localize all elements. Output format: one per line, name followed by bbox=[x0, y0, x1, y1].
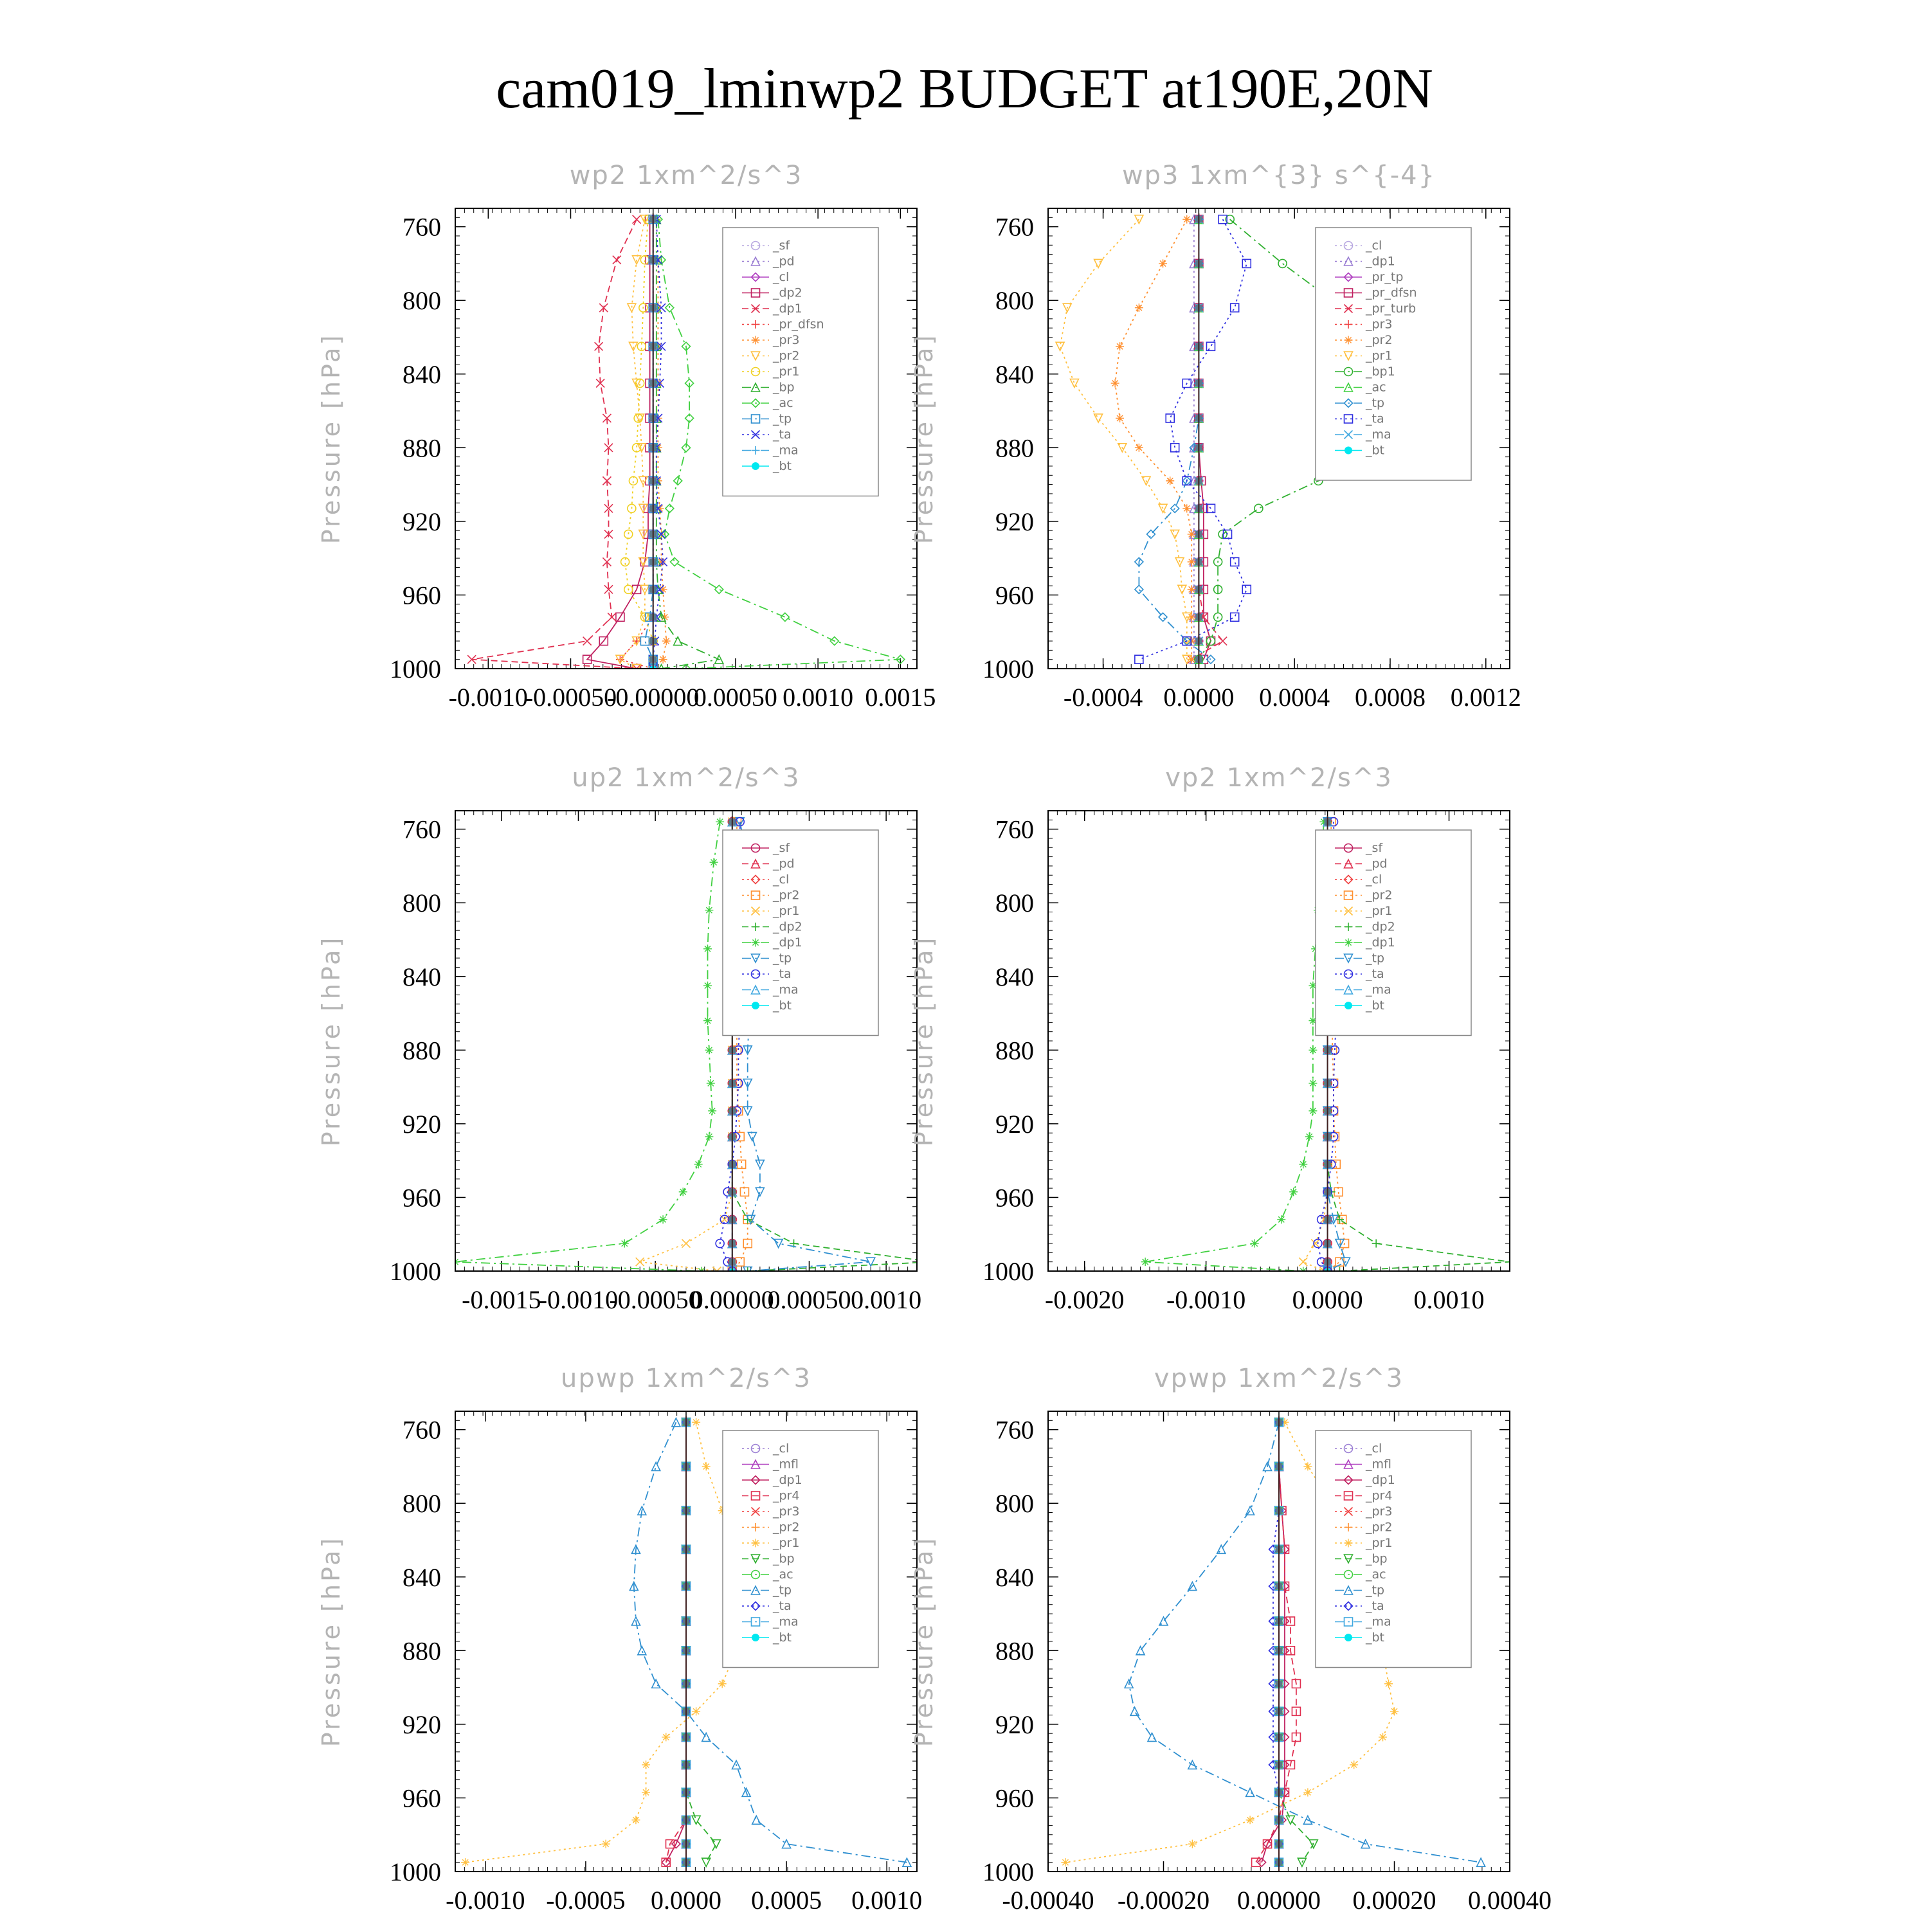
legend-label: _cl bbox=[773, 1441, 790, 1456]
y-tick-label: 800 bbox=[403, 889, 441, 918]
y-tick-label: 880 bbox=[403, 1036, 441, 1065]
series-point bbox=[703, 944, 712, 953]
series-point bbox=[638, 1647, 646, 1655]
legend-box bbox=[723, 228, 878, 496]
legend-label: _dp1 bbox=[1366, 1473, 1395, 1487]
y-tick-label: 840 bbox=[403, 359, 441, 389]
y-tick-label: 960 bbox=[403, 581, 441, 610]
legend-label: _ta bbox=[773, 967, 792, 981]
series-point bbox=[631, 1816, 640, 1824]
legend-label: _ma bbox=[1366, 982, 1391, 997]
legend-marker bbox=[1345, 1002, 1352, 1009]
x-tick-label: 0.0008 bbox=[1354, 683, 1426, 712]
y-tick-label: 840 bbox=[995, 359, 1034, 389]
series-point bbox=[1166, 476, 1174, 485]
y-axis-label: Pressure [hPa] bbox=[317, 332, 345, 545]
y-tick-label: 920 bbox=[995, 1710, 1034, 1739]
series-point bbox=[1305, 1132, 1314, 1141]
series-point bbox=[1231, 557, 1239, 566]
legend-label: _bt bbox=[773, 1630, 792, 1645]
series-point bbox=[674, 637, 682, 646]
series-point bbox=[1231, 613, 1239, 621]
series-point bbox=[1182, 504, 1191, 512]
legend-label: _bp bbox=[773, 380, 795, 395]
legend-label: _dp1 bbox=[773, 935, 802, 950]
series-point bbox=[707, 1079, 715, 1087]
x-tick-label: 0.0000 bbox=[1292, 1285, 1363, 1314]
y-tick-label: 760 bbox=[403, 1415, 441, 1445]
series-point bbox=[1135, 303, 1143, 312]
legend-label: _ta bbox=[1366, 411, 1384, 426]
y-axis-label: Pressure [hPa] bbox=[910, 332, 938, 545]
y-tick-label: 800 bbox=[403, 286, 441, 316]
series-point bbox=[1242, 585, 1251, 593]
series-point bbox=[1390, 1707, 1399, 1715]
x-tick-label: 0.0012 bbox=[1450, 683, 1521, 712]
legend-label: _ac bbox=[1366, 1567, 1386, 1582]
series-point bbox=[662, 637, 671, 646]
legend-marker bbox=[752, 1634, 759, 1641]
series-point bbox=[705, 906, 713, 914]
legend-label: _pr4 bbox=[1366, 1488, 1393, 1503]
legend-label: _mfl bbox=[1366, 1457, 1391, 1472]
legend-label: _ac bbox=[1366, 380, 1386, 395]
series-point bbox=[1303, 1462, 1312, 1470]
legend-label: _pd bbox=[773, 856, 795, 871]
x-tick-label: 0.00040 bbox=[1468, 1886, 1552, 1915]
x-tick-label: -0.00050 bbox=[524, 683, 617, 712]
panel-title: upwp 1xm^2/s^3 bbox=[561, 1364, 811, 1393]
legend-label: _pr2 bbox=[1366, 1520, 1393, 1535]
series-point bbox=[1141, 1258, 1150, 1266]
legend bbox=[723, 1431, 878, 1668]
legend-label: _ma bbox=[773, 443, 799, 458]
legend-label: _tp bbox=[773, 951, 792, 966]
x-tick-label: 0.00000 bbox=[1237, 1886, 1321, 1915]
legend-label: _sf bbox=[1366, 841, 1383, 855]
legend-label: _pr1 bbox=[773, 904, 800, 918]
legend-label: _dp2 bbox=[773, 919, 802, 934]
x-tick-label: 0.00050 bbox=[693, 683, 777, 712]
series-point bbox=[1206, 342, 1215, 350]
series-point bbox=[1135, 444, 1143, 452]
y-axis-label: Pressure [hPa] bbox=[317, 935, 345, 1147]
series-point bbox=[1070, 379, 1078, 388]
legend-label: _ac bbox=[773, 1567, 793, 1582]
y-tick-label: 960 bbox=[403, 1183, 441, 1213]
legend-label: _dp1 bbox=[1366, 935, 1395, 950]
legend-label: _pd bbox=[1366, 856, 1388, 871]
y-tick-label: 920 bbox=[403, 1109, 441, 1139]
y-tick-label: 960 bbox=[995, 581, 1034, 610]
legend-box bbox=[1316, 1431, 1471, 1668]
legend-marker bbox=[1345, 939, 1353, 947]
x-tick-label: -0.00040 bbox=[1002, 1886, 1094, 1915]
legend-marker bbox=[752, 462, 759, 470]
series-point bbox=[1299, 1160, 1307, 1168]
series-point bbox=[672, 1418, 680, 1427]
x-tick-label: -0.0020 bbox=[1045, 1285, 1125, 1314]
y-tick-label: 920 bbox=[995, 1109, 1034, 1139]
series-point bbox=[613, 256, 621, 264]
x-tick-label: -0.0010 bbox=[538, 1285, 619, 1314]
y-tick-label: 840 bbox=[403, 962, 441, 991]
legend-label: _ma bbox=[773, 982, 799, 997]
legend-label: _dp2 bbox=[773, 285, 802, 300]
series-point bbox=[1384, 1679, 1393, 1688]
series-point bbox=[756, 1160, 764, 1168]
series-point bbox=[1309, 1106, 1317, 1115]
y-tick-label: 880 bbox=[995, 1036, 1034, 1065]
panel-title: wp3 1xm^{3} s^{-4} bbox=[1121, 161, 1436, 190]
series-point bbox=[642, 1788, 650, 1796]
series-point bbox=[652, 1679, 660, 1688]
series-point bbox=[640, 637, 649, 646]
series-point bbox=[710, 858, 718, 867]
legend-label: _pr1 bbox=[1366, 348, 1393, 363]
series-point bbox=[1135, 655, 1143, 664]
legend-label: _ta bbox=[773, 428, 792, 442]
legend-label: _cl bbox=[1366, 239, 1382, 253]
series-point bbox=[1094, 414, 1103, 422]
series-point bbox=[659, 1215, 667, 1223]
series-point bbox=[1218, 637, 1227, 646]
y-tick-label: 840 bbox=[995, 1562, 1034, 1592]
x-tick-label: 0.0010 bbox=[851, 1886, 923, 1915]
x-tick-label: 0.00020 bbox=[1352, 1886, 1436, 1915]
series-point bbox=[1309, 1079, 1317, 1087]
legend-label: _pr_turb bbox=[1366, 302, 1417, 316]
series-point bbox=[1061, 1858, 1069, 1866]
series-point bbox=[928, 1258, 936, 1266]
legend-label: _pr2 bbox=[1366, 888, 1393, 903]
x-tick-label: -0.0004 bbox=[1063, 683, 1143, 712]
legend bbox=[1316, 228, 1471, 480]
legend-marker bbox=[752, 336, 760, 345]
series-line-pr1 bbox=[466, 1422, 743, 1863]
legend-label: _sf bbox=[773, 239, 790, 253]
series-point bbox=[1278, 259, 1287, 267]
legend-label: _pr2 bbox=[1366, 333, 1393, 347]
series-point bbox=[1252, 1858, 1260, 1866]
series-point bbox=[1477, 1858, 1485, 1866]
panel-title: vp2 1xm^2/s^3 bbox=[1165, 763, 1393, 793]
y-tick-label: 800 bbox=[995, 1489, 1034, 1519]
y-tick-label: 800 bbox=[995, 889, 1034, 918]
series-line-pr1 bbox=[640, 822, 732, 1271]
series-point bbox=[781, 613, 789, 621]
series-point bbox=[1254, 504, 1263, 512]
series-point bbox=[1171, 530, 1179, 538]
legend-label: _ma bbox=[1366, 428, 1391, 442]
series-point bbox=[1277, 1215, 1285, 1223]
series-point bbox=[1188, 585, 1196, 593]
series-point bbox=[708, 1106, 716, 1115]
y-tick-label: 880 bbox=[995, 1636, 1034, 1666]
legend-label: _bp bbox=[773, 1551, 795, 1566]
legend-label: _ma bbox=[1366, 1614, 1391, 1629]
legend-label: _pr3 bbox=[773, 333, 800, 347]
legend-label: _mfl bbox=[773, 1457, 799, 1472]
x-tick-label: 0.0010 bbox=[783, 683, 854, 712]
y-tick-label: 920 bbox=[403, 507, 441, 536]
x-tick-label: 0.00050 bbox=[767, 1285, 851, 1314]
series-point bbox=[1242, 259, 1251, 267]
series-line-pr2 bbox=[1115, 219, 1191, 659]
y-tick-label: 920 bbox=[995, 507, 1034, 536]
x-tick-label: 0.00000 bbox=[690, 1285, 774, 1314]
y-tick-label: 1000 bbox=[390, 655, 441, 683]
series-point bbox=[1246, 1506, 1254, 1515]
legend-label: _pr1 bbox=[773, 1536, 800, 1550]
legend-marker bbox=[1345, 1539, 1353, 1548]
series-point bbox=[642, 1760, 650, 1769]
y-tick-label: 760 bbox=[403, 212, 441, 242]
series-point bbox=[682, 1240, 691, 1248]
y-axis-label: Pressure [hPa] bbox=[317, 1535, 345, 1747]
series-line-dp1 bbox=[455, 822, 720, 1271]
legend-label: _tp bbox=[773, 411, 792, 426]
panel-wp2 bbox=[317, 161, 936, 712]
y-tick-label: 1000 bbox=[390, 1257, 441, 1286]
legend-marker bbox=[752, 1002, 759, 1009]
series-point bbox=[633, 215, 641, 224]
legend-label: _dp1 bbox=[773, 1473, 802, 1487]
y-tick-label: 960 bbox=[403, 1783, 441, 1813]
legend-marker bbox=[1345, 336, 1353, 345]
y-tick-label: 880 bbox=[403, 433, 441, 463]
series-point bbox=[1188, 530, 1196, 538]
series-point bbox=[1135, 585, 1143, 593]
legend-label: _ta bbox=[1366, 1599, 1384, 1613]
x-tick-label: 0.0005 bbox=[751, 1886, 822, 1915]
x-tick-label: -0.0010 bbox=[446, 1886, 525, 1915]
legend-label: _cl bbox=[773, 872, 790, 887]
legend-label: _dp2 bbox=[1366, 919, 1395, 934]
series-point bbox=[1188, 1840, 1197, 1848]
series-line-dp1 bbox=[1145, 822, 1324, 1271]
x-tick-label: -0.0010 bbox=[1166, 1285, 1246, 1314]
legend-label: _pr2 bbox=[773, 348, 800, 363]
legend-label: _tp bbox=[1366, 396, 1385, 410]
x-tick-label: 0.0010 bbox=[851, 1285, 922, 1314]
series-point bbox=[1111, 379, 1119, 388]
y-tick-label: 840 bbox=[403, 1562, 441, 1592]
y-tick-label: 1000 bbox=[390, 1857, 441, 1886]
series-point bbox=[1350, 1760, 1358, 1769]
legend-label: _pr_tp bbox=[1366, 270, 1404, 284]
series-point bbox=[694, 1160, 703, 1168]
legend-label: _pr3 bbox=[1366, 1504, 1393, 1519]
legend-label: _pr3 bbox=[1366, 317, 1393, 332]
legend-marker bbox=[1345, 447, 1352, 455]
legend bbox=[723, 228, 878, 496]
series-point bbox=[461, 1858, 469, 1866]
series-point bbox=[620, 1240, 629, 1248]
panel-wp3 bbox=[910, 161, 1521, 712]
y-tick-label: 1000 bbox=[983, 655, 1034, 683]
x-tick-label: 0.0000 bbox=[1163, 683, 1235, 712]
legend-label: _bt bbox=[1366, 1630, 1385, 1645]
legend bbox=[723, 830, 878, 1036]
x-tick-label: -0.00050 bbox=[609, 1285, 702, 1314]
y-tick-label: 800 bbox=[995, 286, 1034, 316]
legend-marker bbox=[752, 939, 760, 947]
y-tick-label: 1000 bbox=[983, 1857, 1034, 1886]
x-tick-label: -0.00020 bbox=[1117, 1886, 1210, 1915]
legend-marker bbox=[1345, 1634, 1352, 1641]
y-tick-label: 760 bbox=[995, 212, 1034, 242]
series-point bbox=[1334, 1187, 1343, 1196]
x-tick-label: 0.0010 bbox=[1413, 1285, 1485, 1314]
panel-upwp bbox=[317, 1364, 922, 1915]
legend bbox=[1316, 830, 1471, 1036]
series-point bbox=[1309, 1046, 1317, 1054]
series-point bbox=[1148, 1733, 1156, 1741]
legend-label: _bp bbox=[1366, 1551, 1388, 1566]
series-point bbox=[702, 1858, 711, 1866]
series-point bbox=[703, 982, 712, 990]
legend-label: _sf bbox=[773, 841, 790, 855]
legend-label: _bp1 bbox=[1366, 365, 1395, 379]
series-point bbox=[1372, 1240, 1381, 1248]
series-point bbox=[705, 1132, 713, 1141]
series-point bbox=[602, 1840, 610, 1848]
x-tick-label: 0.0015 bbox=[865, 683, 936, 712]
series-point bbox=[692, 1418, 700, 1427]
y-tick-label: 880 bbox=[403, 1636, 441, 1666]
legend-label: _tp bbox=[773, 1583, 792, 1598]
series-point bbox=[1094, 259, 1103, 267]
x-tick-label: -0.0005 bbox=[546, 1886, 626, 1915]
series-point bbox=[1303, 1788, 1312, 1796]
legend-label: _pr1 bbox=[1366, 1536, 1393, 1550]
figure-title: cam019_lminwp2 BUDGET at190E,20N bbox=[496, 58, 1433, 120]
x-tick-label: -0.00000 bbox=[607, 683, 700, 712]
legend-label: _pr2 bbox=[773, 1520, 800, 1535]
series-point bbox=[715, 585, 723, 593]
series-point bbox=[716, 818, 724, 826]
series-point bbox=[628, 303, 636, 312]
legend-label: _pr_dfsn bbox=[1366, 285, 1417, 300]
x-tick-label: -0.0010 bbox=[448, 683, 528, 712]
series-point bbox=[1159, 259, 1167, 267]
legend-box bbox=[723, 1431, 878, 1668]
legend-label: _pd bbox=[773, 254, 795, 269]
legend-label: _pr3 bbox=[773, 1504, 800, 1519]
legend-label: _bt bbox=[773, 998, 792, 1013]
y-axis-label: Pressure [hPa] bbox=[910, 935, 938, 1147]
series-point bbox=[703, 1016, 712, 1025]
legend-label: _bt bbox=[1366, 998, 1385, 1013]
panel-vp2 bbox=[910, 763, 1514, 1314]
y-tick-label: 760 bbox=[995, 815, 1034, 844]
legend-label: _pr1 bbox=[773, 365, 800, 379]
series-point bbox=[1116, 414, 1124, 422]
legend-label: _dp1 bbox=[773, 302, 802, 316]
legend-label: _cl bbox=[773, 270, 790, 284]
legend-label: _bt bbox=[1366, 443, 1385, 458]
y-tick-label: 1000 bbox=[983, 1257, 1034, 1286]
x-tick-label: 0.0004 bbox=[1259, 683, 1330, 712]
series-point bbox=[652, 1462, 660, 1470]
series-point bbox=[1116, 342, 1124, 350]
series-point bbox=[1246, 1788, 1254, 1796]
y-tick-label: 920 bbox=[403, 1710, 441, 1739]
panel-title: up2 1xm^2/s^3 bbox=[572, 763, 801, 793]
series-point bbox=[702, 1462, 711, 1470]
series-point bbox=[748, 1132, 756, 1141]
legend-label: _ma bbox=[773, 1614, 799, 1629]
series-point bbox=[1231, 303, 1239, 312]
panel-vpwp bbox=[910, 1364, 1552, 1915]
legend-label: _pr_dfsn bbox=[773, 317, 824, 332]
series-point bbox=[705, 1046, 713, 1054]
series-point bbox=[1188, 557, 1196, 566]
y-tick-label: 840 bbox=[995, 962, 1034, 991]
series-point bbox=[1171, 444, 1179, 452]
panel-title: wp2 1xm^2/s^3 bbox=[569, 161, 803, 190]
series-point bbox=[1299, 1258, 1307, 1266]
series-point bbox=[662, 1733, 670, 1741]
series-point bbox=[1379, 1733, 1387, 1741]
legend-label: _ta bbox=[1366, 967, 1384, 981]
y-tick-label: 880 bbox=[995, 433, 1034, 463]
legend-label: _pr1 bbox=[1366, 904, 1393, 918]
series-point bbox=[636, 1258, 644, 1266]
legend bbox=[1316, 1431, 1471, 1668]
series-point bbox=[1182, 215, 1191, 224]
series-point bbox=[1246, 1816, 1254, 1824]
series-point bbox=[756, 1187, 764, 1196]
series-line-bp bbox=[657, 219, 720, 669]
y-tick-label: 960 bbox=[995, 1183, 1034, 1213]
x-tick-label: -0.0015 bbox=[462, 1285, 541, 1314]
legend-label: _pr4 bbox=[773, 1488, 800, 1503]
legend-label: _tp bbox=[1366, 951, 1385, 966]
x-tick-label: 0.0000 bbox=[651, 1886, 721, 1915]
legend-label: _dp1 bbox=[1366, 254, 1395, 269]
panel-title: vpwp 1xm^2/s^3 bbox=[1154, 1364, 1404, 1393]
y-tick-label: 760 bbox=[403, 815, 441, 844]
y-tick-label: 800 bbox=[403, 1489, 441, 1519]
series-point bbox=[659, 655, 667, 664]
legend-label: _bt bbox=[773, 459, 792, 473]
series-point bbox=[671, 557, 679, 566]
series-point bbox=[1289, 1187, 1298, 1196]
series-line-pr1 bbox=[1060, 219, 1187, 659]
legend-label: _tp bbox=[1366, 1583, 1385, 1598]
series-point bbox=[679, 1187, 687, 1196]
y-axis-label: Pressure [hPa] bbox=[910, 1535, 938, 1747]
legend-marker bbox=[752, 1539, 760, 1548]
series-point bbox=[718, 1679, 727, 1688]
legend-label: _cl bbox=[1366, 872, 1382, 887]
legend-label: _ac bbox=[773, 396, 793, 410]
legend-label: _ta bbox=[773, 1599, 792, 1613]
legend-label: _pr2 bbox=[773, 888, 800, 903]
y-tick-label: 760 bbox=[995, 1415, 1034, 1445]
legend-label: _cl bbox=[1366, 1441, 1382, 1456]
y-tick-label: 960 bbox=[995, 1783, 1034, 1813]
panel-up2 bbox=[317, 763, 936, 1314]
series-point bbox=[1130, 1707, 1139, 1715]
